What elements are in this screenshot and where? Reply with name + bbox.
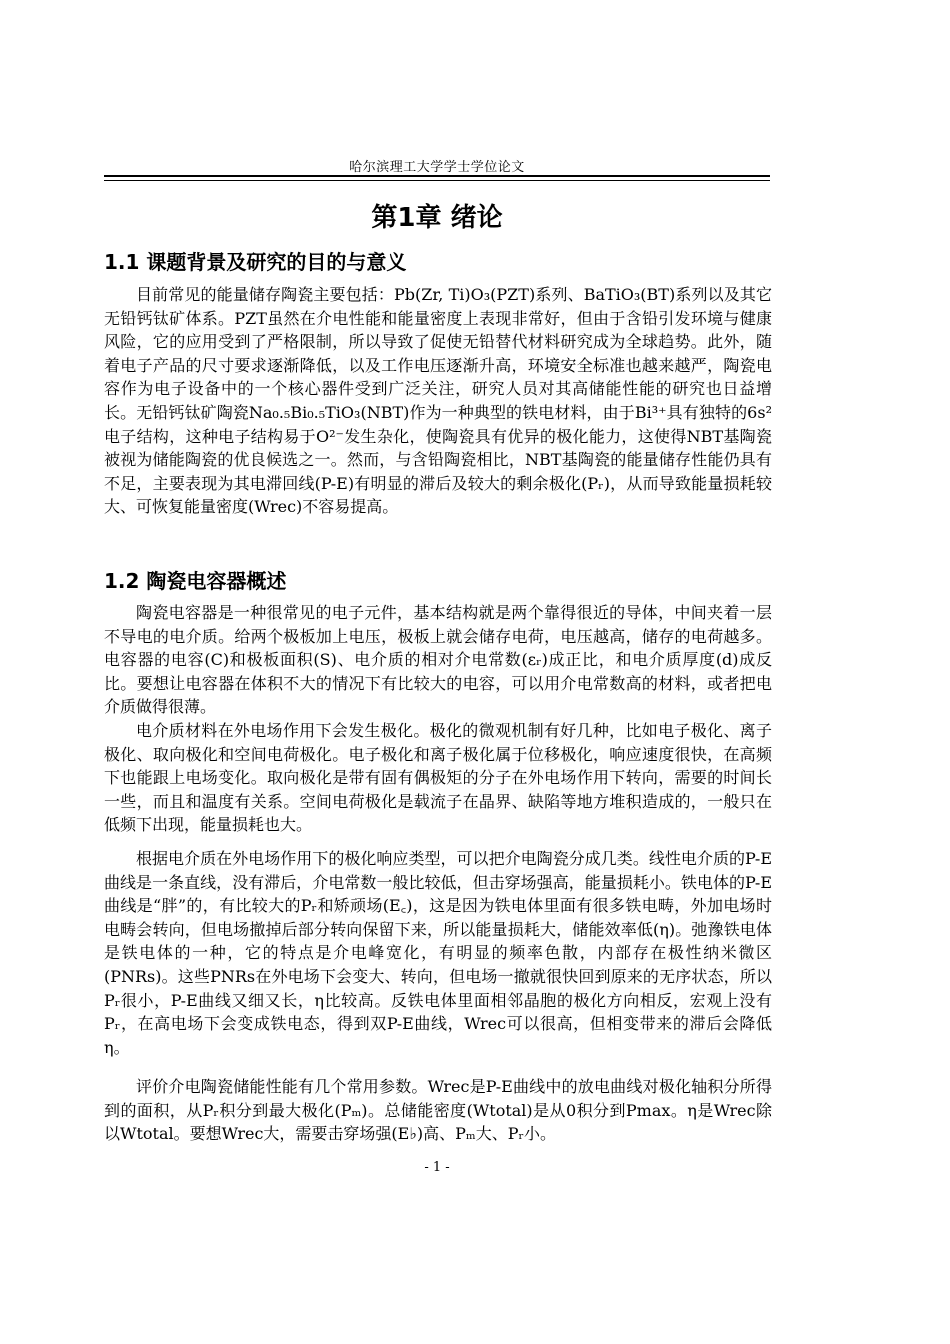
page-number: - 1 - [424,1160,450,1175]
paragraph-5: 评价介电陶瓷储能性能有几个常用参数。Wrec是P-E曲线中的放电曲线对极化轴积分所得到的面积，从Pᵣ积分到最大极化(Pₘ)。总储能密度(Wtotal)是从0积分到Pmax。η是Wrec除以Wtotal。要想Wrec大，需要击穿场强(E♭)高、Pₘ大、Pᵣ小。 [104,1077,772,1144]
paragraph-1: 目前常见的能量储存陶瓷主要包括：Pb(Zr, Ti)O₃(PZT)系列、BaTiO₃(BT)系列以及其它无铅钙钛矿体系。PZT虽然在介电性能和能量密度上表现非常好，但由于含铅引发环境与健康风险，它的应用受到了严格限制，所以导致了促使无铅替代材料研究成为全球趋势。此外，随着电子产品的尺寸要求逐渐降低，以及工作电压逐渐升高，环境安全标准也越来越严，陶瓷电容作为电子设备中的一个核心器件受到广泛关注，研究人员对其高储能性能的研究也日益增长。无铅钙钛矿陶瓷Na₀.₅Bi₀.₅TiO₃(NBT)作为一种典型的铁电材料，由于Bi³⁺具有独特的6s²电子结构，这种电子结构易于O²⁻发生杂化，使陶瓷具有优异的极化能力，这使得NBT基陶瓷被视为储能陶瓷的优良候选之一。然而，与含铅陶瓷相比，NBT基陶瓷的能量储存性能仍具有不足，主要表现为其电滞回线(P-E)有明显的滞后及较大的剩余极化(Pᵣ)，从而导致能量损耗较大、可恢复能量密度(Wrec)不容易提高。 [104,285,772,517]
section-heading-1-1: 1.1 课题背景及研究的目的与意义 [104,250,407,274]
header-rule-thin [104,180,770,181]
paragraph-3: 电介质材料在外电场作用下会发生极化。极化的微观机制有好几种，比如电子极化、离子极化、取向极化和空间电荷极化。电子极化和离子极化属于位移极化，响应速度很快，在高频下也能跟上电场变化。取向极化是带有固有偶极矩的分子在外电场作用下转向，需要的时间长一些，而且和温度有关系。空间电荷极化是载流子在晶界、缺陷等地方堆积造成的，一般只在低频下出现，能量损耗也大。 [104,721,772,835]
paragraph-2: 陶瓷电容器是一种很常见的电子元件，基本结构就是两个靠得很近的导体，中间夹着一层不导电的电介质。给两个极板加上电压，极板上就会储存电荷，电压越高，储存的电荷越多。电容器的电容(C)和极板面积(S)、电介质的相对介电常数(εᵣ)成正比，和电介质厚度(d)成反比。要想让电容器在体积不大的情况下有比较大的电容，可以用介电常数高的材料，或者把电介质做得很薄。 [104,603,772,717]
paragraph-4: 根据电介质在外电场作用下的极化响应类型，可以把介电陶瓷分成几类。线性电介质的P-E曲线是一条直线，没有滞后，介电常数一般比较低，但击穿场强高，能量损耗小。铁电体的P-E曲线是“胖”的，有比较大的Pᵣ和矫顽场(E꜀)，这是因为铁电体里面有很多铁电畴，外加电场时电畴会转向，但电场撤掉后部分转向保留下来，所以能量损耗大，储能效率低(η)。弛豫铁电体是铁电体的一种，它的特点是介电峰宽化，有明显的频率色散，内部存在极性纳米微区(PNRs)。这些PNRs在外电场下会变大、转向，但电场一撤就很快回到原来的无序状态，所以Pᵣ很小，P-E曲线又细又长，η比较高。反铁电体里面相邻晶胞的极化方向相反，宏观上没有Pᵣ，在高电场下会变成铁电态，得到双P-E曲线，Wrec可以很高，但相变带来的滞后会降低η。 [104,849,772,1057]
chapter-title: 第1章 绪论 [371,203,503,233]
header-rule-thick [104,175,770,177]
running-header: 哈尔滨理工大学学士学位论文 [349,160,525,175]
section-heading-1-2: 1.2 陶瓷电容器概述 [104,569,287,593]
